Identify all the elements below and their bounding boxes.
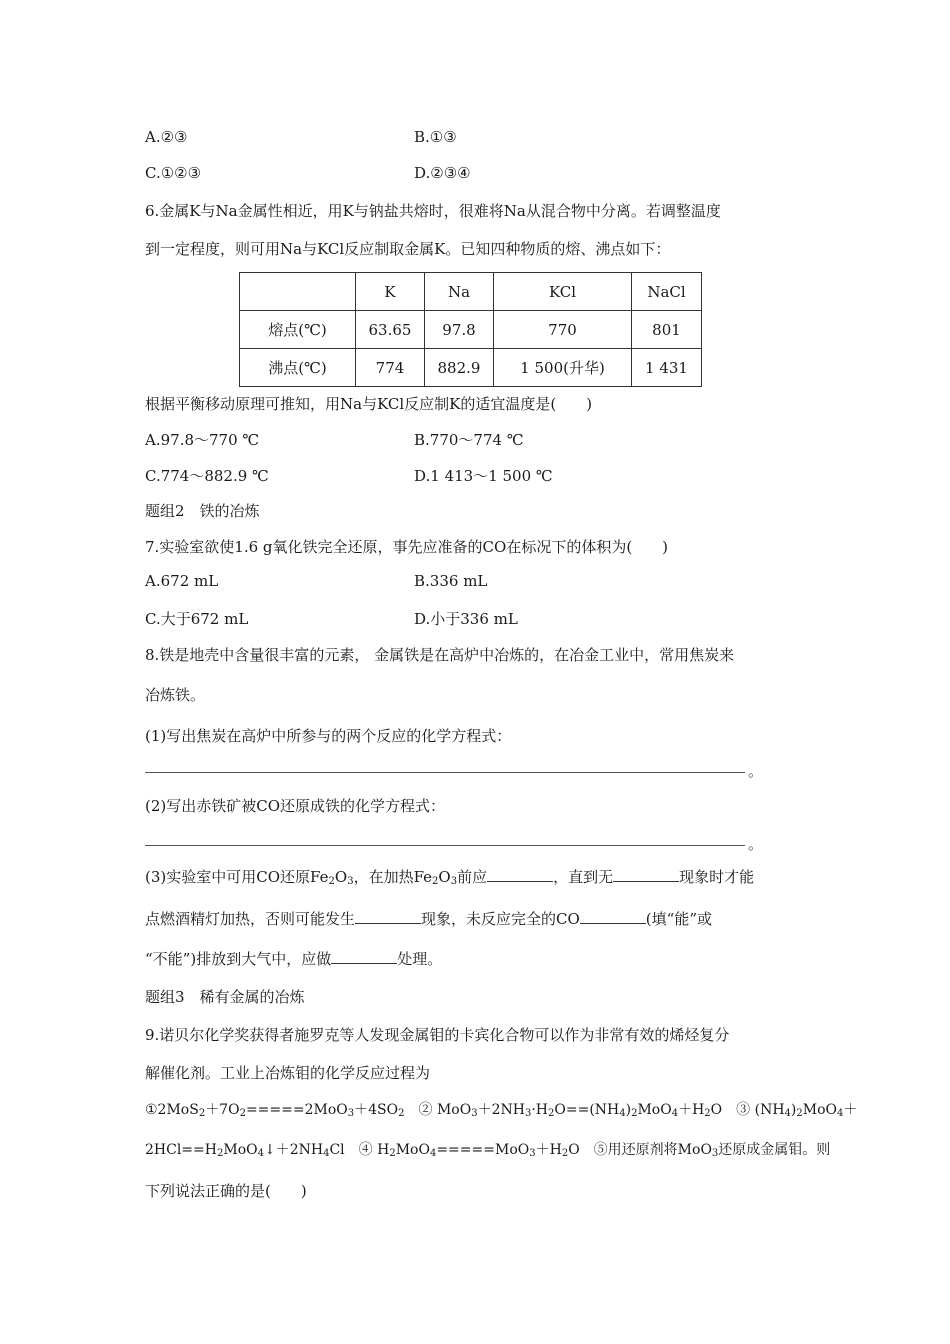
q6-option-a: A.97.8～770 ℃ [145,431,260,449]
subscript: 3 [471,1108,478,1119]
answer-line-2-end: 。 [748,835,764,853]
answer-line-2[interactable] [145,845,745,846]
subscript: 4 [619,1108,626,1119]
q8-part3-text: ，直到无 [553,868,614,886]
table-row-label: 沸点(℃) [240,349,356,387]
eq-text: ) [790,1102,797,1118]
q5-option-d: D.②③④ [414,164,471,182]
group2-title: 题组2 铁的冶炼 [145,502,260,520]
q5-option-c: C.①②③ [145,164,202,182]
subscript: 2 [548,1108,555,1119]
q6-option-c: C.774～882.9 ℃ [145,467,269,485]
q7-option-a: A.672 mL [145,572,219,590]
q8-stem-line2: 冶炼铁。 [145,686,206,704]
subscript: 2 [198,1108,206,1119]
table-header-cell: NaCl [632,273,702,311]
q8-part3-line1 [145,866,754,887]
eq-text: ＋H [678,1102,705,1118]
q5-option-a: A.②③ [145,128,188,146]
subscript: 2 [398,1108,405,1119]
q8-stem-line1: 8.铁是地壳中含量很丰富的元素， 金属铁是在高炉中冶炼的，在冶金工业中，常用焦炭来 [145,646,735,664]
eq-text: 还原成金属钼。则 [718,1142,831,1158]
fill-blank-3[interactable] [355,909,421,924]
q9-equations-line2 [145,1139,830,1159]
q8-part3-text: 现象，未反应完全的CO [421,910,580,928]
fill-blank-1[interactable] [487,867,553,882]
q8-part3-text: 前应 [457,868,488,886]
q8-part1: (1)写出焦炭在高炉中所参与的两个反应的化学方程式： [145,727,512,745]
table-row [240,311,702,349]
eq-text: O==(NH [554,1102,620,1118]
subscript: 3 [450,876,458,887]
subscript: 2 [561,1148,569,1159]
subscript: 2 [216,1148,224,1159]
eq-text: ③ (NH [722,1102,785,1118]
answer-line-1[interactable] [145,772,745,773]
table-row [240,349,702,387]
subscript: 3 [347,1108,355,1119]
q6-stem-line1: 6.金属K与Na金属性相近，用K与钠盐共熔时，很难将Na从混合物中分离。若调整温度 [145,202,721,220]
subscript: 4 [837,1108,844,1119]
q8-part3-text: O [334,868,348,886]
q6-option-d: D.1 413～1 500 ℃ [414,467,553,485]
subscript: 2 [239,1108,246,1119]
q8-part3-line3 [145,948,442,969]
q8-part3-line2 [145,908,712,929]
q6-option-b: B.770～774 ℃ [414,431,524,449]
eq-text: MoO [223,1142,258,1158]
q9-equations-line1 [145,1099,857,1119]
q9-stem-line2: 解催化剂。工业上冶炼钼的化学反应过程为 [145,1064,431,1082]
table-header-row [240,273,702,311]
q8-part3-text: 现象时才能 [679,868,755,886]
subscript: 4 [784,1108,791,1119]
eq-text: ①2MoS [145,1102,199,1118]
q8-part3-text: (填“能”或 [645,910,712,928]
subscript: 4 [429,1148,437,1159]
subscript: 4 [257,1148,264,1159]
subscript: 2 [432,876,439,887]
subscript: 3 [711,1148,719,1159]
q7-option-c: C.大于672 mL [145,610,249,628]
table-cell: 801 [632,311,702,349]
subscript: 4 [671,1108,679,1119]
fill-blank-2[interactable] [613,867,679,882]
eq-text: =====2MoO [245,1102,348,1118]
subscript: 3 [347,876,354,887]
table-cell: 774 [356,349,425,387]
q8-part3-text: 点燃酒精灯加热，否则可能发生 [145,910,356,928]
eq-text: ＋H [535,1142,562,1158]
q8-part3-text: ，在加热Fe [353,868,433,886]
fill-blank-4[interactable] [580,909,646,924]
q8-part2: (2)写出赤铁矿被CO还原成铁的化学方程式： [145,797,446,815]
table-header-cell: K [356,273,425,311]
subscript: 3 [524,1108,532,1119]
table-cell: 770 [494,311,632,349]
subscript: 2 [631,1108,638,1119]
table-cell: 97.8 [425,311,494,349]
q8-part3-text: 处理。 [397,950,443,968]
subscript: 2 [796,1108,803,1119]
q6-stem-line2: 到一定程度，则可用Na与KCl反应制取金属K。已知四种物质的熔、沸点如下： [145,240,671,258]
table-header-cell: KCl [494,273,632,311]
answer-line-1-end: 。 [748,762,764,780]
eq-text: ＋4SO [354,1102,399,1118]
table-cell: 1 431 [632,349,702,387]
eq-text: ·H [531,1102,548,1118]
eq-text: O ⑤用还原剂将MoO [568,1142,712,1158]
q7-stem: 7.实验室欲使1.6 g氧化铁完全还原，事先应准备的CO在标况下的体积为( ) [145,538,669,556]
subscript: 2 [389,1148,396,1159]
eq-text: MoO [802,1102,837,1118]
eq-text: MoO [637,1102,672,1118]
table-row-label: 熔点(℃) [240,311,356,349]
eq-text: ＋ [843,1102,858,1118]
group3-title: 题组3 稀有金属的冶炼 [145,988,305,1006]
subscript: 2 [704,1108,711,1119]
melting-boiling-table [239,272,702,387]
q5-option-b: B.①③ [414,128,457,146]
eq-text: =====MoO [436,1142,530,1158]
eq-text: ② MoO [404,1102,472,1118]
q8-part3-text: “不能”)排放到大气中，应做 [145,950,332,968]
table-header-cell [240,273,356,311]
q6-question: 根据平衡移动原理可推知，用Na与KCl反应制K的适宜温度是( ) [145,395,593,413]
q9-question: 下列说法正确的是( ) [145,1182,307,1200]
q8-part3-text: (3)实验室中可用CO还原Fe [145,868,329,886]
eq-text: MoO [395,1142,430,1158]
q9-stem-line1: 9.诺贝尔化学奖获得者施罗克等人发现金属钼的卡宾化合物可以作为非常有效的烯烃复分 [145,1026,730,1044]
fill-blank-5[interactable] [331,949,397,964]
eq-text: 2HCl==H [145,1142,217,1158]
subscript: 2 [328,876,335,887]
eq-text: ＋2NH [477,1102,525,1118]
eq-text: ＋7O [205,1102,240,1118]
q7-option-b: B.336 mL [414,572,488,590]
q7-option-d: D.小于336 mL [414,610,518,628]
eq-text: ) [625,1102,632,1118]
table-header-cell: Na [425,273,494,311]
table-cell: 63.65 [356,311,425,349]
table-cell: 882.9 [425,349,494,387]
table-cell: 1 500(升华) [494,349,632,387]
eq-text: O [710,1102,723,1118]
subscript: 4 [323,1148,330,1159]
eq-text: ↓＋2NH [263,1142,324,1158]
q8-part3-text: O [438,868,451,886]
eq-text: Cl ④ H [329,1142,390,1158]
subscript: 3 [529,1148,536,1159]
